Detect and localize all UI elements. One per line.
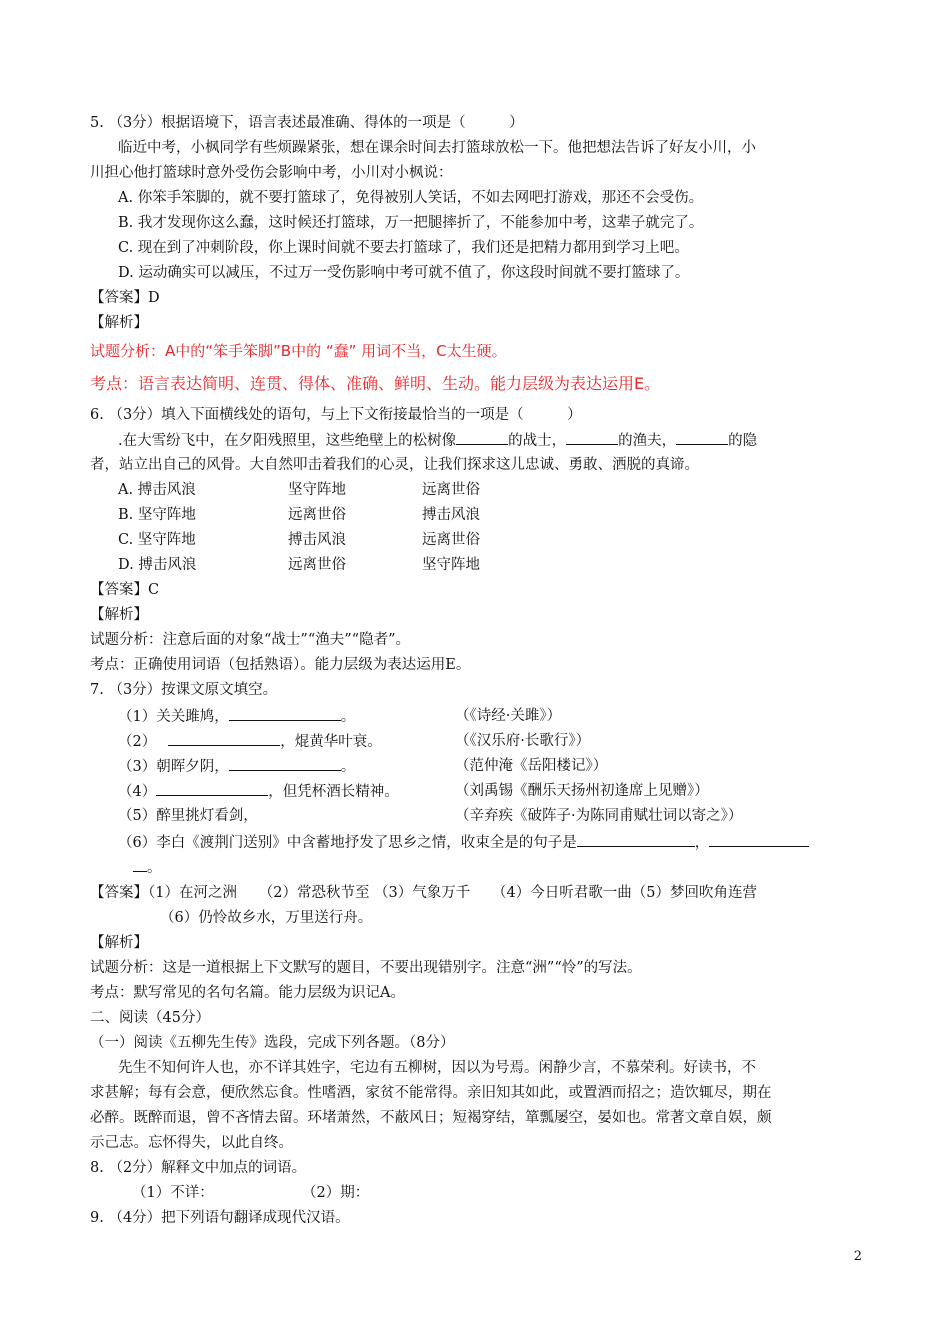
- q8-stem: 8. （2分）解释文中加点的词语。: [90, 1160, 307, 1176]
- q7-line1: [118, 706, 355, 727]
- q5-option-c: C. 现在到了冲刺阶段，你上课时间就不要去打篮球了，我们还是把精力都用到学习上吧。: [118, 240, 689, 256]
- q7-blank-6a: [577, 832, 695, 847]
- q6-option-b-2: 远离世俗: [288, 507, 346, 523]
- q7-blank-4: [156, 781, 268, 796]
- q7-line1-text: （1）关关雎鸠，: [118, 709, 229, 725]
- reading-section-title: 二、阅读（45分）: [90, 1010, 210, 1026]
- q7-blank-2: [168, 731, 280, 746]
- q7-source1: （《诗经·关雎》）: [455, 708, 562, 724]
- q6-stem: 6. （3分）填入下面横线处的语句，与上下文衔接最恰当的一项是（ ）: [90, 407, 582, 423]
- passage-line2: 求甚解；每有会意，便欣然忘食。性嗜酒，家贫不能常得。亲旧知其如此，或置酒而招之；造饮辄尽，期在: [90, 1085, 772, 1101]
- q5-analysis-label: 【解析】: [90, 315, 148, 331]
- q6-blank-3: [676, 430, 728, 445]
- q7-line2-num: （2）: [118, 734, 157, 750]
- q6-context-seg4: 的隐: [728, 433, 758, 449]
- q7-source5: （辛弃疾《破阵子·为陈同甫赋壮词以寄之》）: [455, 808, 743, 824]
- q7-source2: （《汉乐府·长歌行》）: [455, 733, 591, 749]
- q7-line6-text: （6）李白《渡荆门送别》中含蓄地抒发了思乡之情，收束全是的句子是: [118, 835, 577, 851]
- q5-stem: 5. （3分）根据语境下，语言表述最准确、得体的一项是（ ）: [90, 115, 524, 131]
- page-number: 2: [853, 1249, 862, 1264]
- q5-option-a: A. 你笨手笨脚的，就不要打篮球了，免得被别人笑话，不如去网吧打游戏，那还不会受伤。: [118, 190, 704, 206]
- q5-kaodian: 考点：语言表达简明、连贯、得体、准确、鲜明、生动。能力层级为表达运用E。: [90, 374, 661, 393]
- q6-analysis: 试题分析：注意后面的对象“战士”“渔夫”“隐者”。: [90, 632, 410, 648]
- q6-analysis-label: 【解析】: [90, 607, 148, 623]
- q7-line4-num: （4）: [118, 784, 157, 800]
- q6-blank-1: [456, 430, 508, 445]
- q7-blank-6b: [709, 832, 809, 847]
- q7-line5: （5）醉里挑灯看剑，: [118, 808, 258, 824]
- q6-option-a-1: A. 搏击风浪: [118, 482, 196, 498]
- q7-line3: [118, 756, 355, 777]
- q5-option-d: D. 运动确实可以减压，不过万一受伤影响中考可就不值了，你这段时间就不要打篮球了。: [118, 265, 690, 281]
- q6-option-c-2: 搏击风浪: [288, 532, 346, 548]
- q7-answer-line1: 【答案】（1）在河之洲 （2）常恐秋节至 （3）气象万千 （4）今日听君歌一曲（5）梦回吹角连营: [90, 885, 757, 901]
- q5-analysis: 试题分析：A中的“笨手笨脚”B中的 “蠢” 用词不当，C太生硬。: [90, 342, 507, 360]
- q7-source3: （范仲淹《岳阳楼记》）: [455, 758, 608, 774]
- q6-kaodian: 考点：正确使用词语（包括熟语）。能力层级为表达运用E。: [90, 657, 471, 673]
- q7-line4: [118, 781, 399, 802]
- q7-stem: 7. （3分）按课文原文填空。: [90, 682, 278, 698]
- q7-blank-1: [229, 706, 341, 721]
- passage-line1: 先生不知何许人也，亦不详其姓字，宅边有五柳树，因以为号焉。闲静少言，不慕荣利。好读书，不: [118, 1060, 756, 1076]
- q5-context-line1: 临近中考，小枫同学有些烦躁紧张，想在课余时间去打篮球放松一下。他把想法告诉了好友小川，小: [118, 140, 756, 156]
- q6-context-line1: [118, 430, 757, 451]
- q6-context-seg1: .在大雪纷飞中，在夕阳残照里，这些绝壁上的松树像: [118, 433, 457, 449]
- q6-option-b-3: 搏击风浪: [422, 507, 480, 523]
- q7-answer-line2: （6）仍怜故乡水，万里送行舟。: [160, 910, 373, 926]
- q8-item2: （2）期：: [302, 1185, 370, 1201]
- q6-context-line2: 者，站立出自己的风骨。大自然叩击着我们的心灵，让我们探求这儿忠诚、勇敢、洒脱的真谛。: [90, 457, 699, 473]
- passage-line3: 必醉。既醉而退，曾不吝情去留。环堵萧然，不蔽风日；短褐穿结，箪瓢屡空，晏如也。常著文章自娱，颇: [90, 1110, 772, 1126]
- q5-answer: 【答案】D: [90, 290, 160, 306]
- q7-blank-6c: [133, 857, 147, 872]
- q7-line6: [118, 832, 809, 853]
- reading-subsection-title: （一）阅读《五柳先生传》选段，完成下列各题。（8分）: [90, 1035, 455, 1051]
- q7-line4-text: ，但凭杯酒长精神。: [268, 784, 399, 800]
- q6-option-d-2: 远离世俗: [288, 557, 346, 573]
- q6-option-b-1: B. 坚守阵地: [118, 507, 196, 523]
- q6-option-c-3: 远离世俗: [422, 532, 480, 548]
- q5-option-b: B. 我才发现你这么蠢，这时候还打篮球，万一把腿摔折了，不能参加中考，这辈子就完了。: [118, 215, 704, 231]
- q6-context-seg3: 的渔夫，: [618, 433, 677, 449]
- q7-line3-end: 。: [340, 759, 356, 775]
- q7-line3-text: （3）朝晖夕阴，: [118, 759, 229, 775]
- q6-option-a-3: 远离世俗: [422, 482, 480, 498]
- q7-analysis: 试题分析：这是一道根据上下文默写的题目，不要出现错别字。注意“洲”“怜”的写法。: [90, 960, 642, 976]
- q7-line6-end: 。: [147, 860, 162, 876]
- q7-line2-text: ，焜黄华叶衰。: [280, 734, 382, 750]
- q6-option-a-2: 坚守阵地: [288, 482, 346, 498]
- q9-stem: 9. （4分）把下列语句翻译成现代汉语。: [90, 1210, 350, 1226]
- q7-blank-3: [229, 756, 341, 771]
- q7-line6-cont: [133, 857, 162, 878]
- q5-context-line2: 川担心他打篮球时意外受伤会影响中考，小川对小枫说：: [90, 165, 453, 181]
- q7-line1-end: 。: [340, 709, 356, 725]
- q6-option-d-3: 坚守阵地: [422, 557, 480, 573]
- q6-option-d-1: D. 搏击风浪: [118, 557, 197, 573]
- q6-blank-2: [566, 430, 618, 445]
- q7-kaodian: 考点：默写常见的名句名篇。能力层级为识记A。: [90, 985, 405, 1001]
- passage-line4: 示己志。忘怀得失，以此自终。: [90, 1135, 293, 1151]
- q7-analysis-label: 【解析】: [90, 935, 148, 951]
- q6-option-c-1: C. 坚守阵地: [118, 532, 196, 548]
- q7-source4: （刘禹锡《酬乐天扬州初逢席上见赠》）: [455, 783, 709, 799]
- q6-context-seg2: 的战士，: [508, 433, 567, 449]
- q7-line2: [118, 731, 382, 752]
- q6-answer: 【答案】C: [90, 582, 160, 598]
- q7-line6-sep: ，: [694, 835, 710, 851]
- q8-item1: （1）不详：: [132, 1185, 214, 1201]
